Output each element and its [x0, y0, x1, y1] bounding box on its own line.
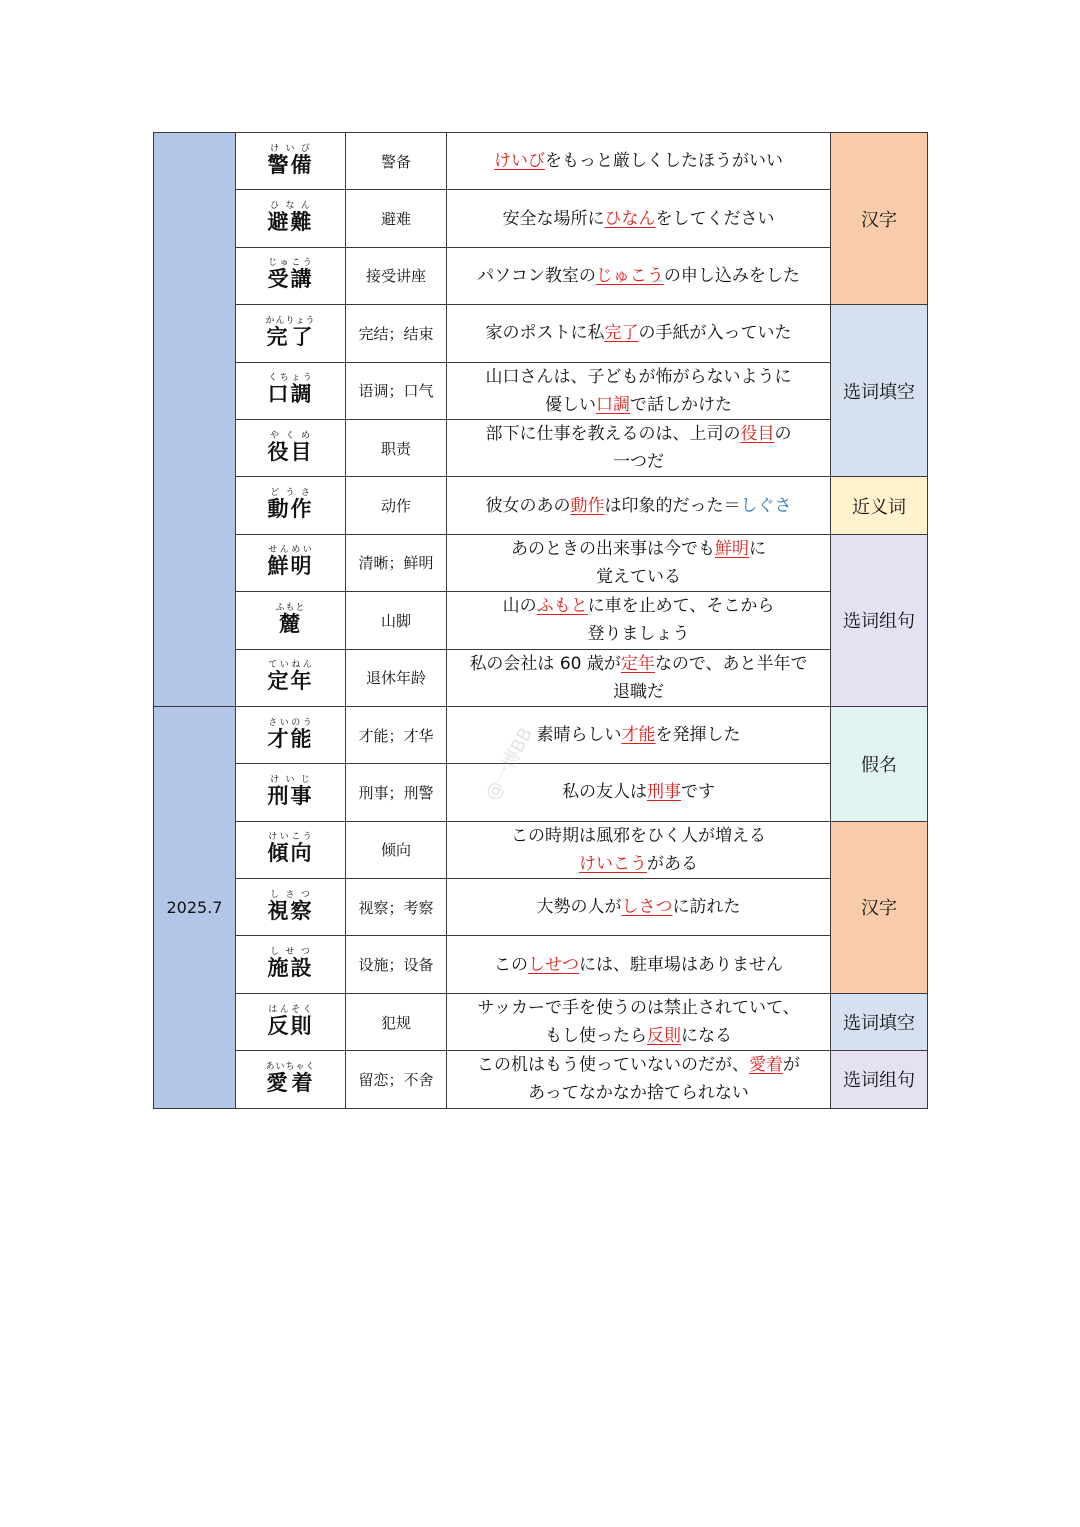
sentence-text: をもっと厳しくしたほうがいい — [545, 151, 783, 172]
word-reading: はんそく — [267, 1004, 314, 1015]
sentence-text: 優しい — [545, 394, 596, 415]
watermark: @一博BB — [481, 724, 538, 804]
sentence-cell — [447, 993, 831, 1050]
word-kanji: 麓ふもと — [275, 602, 306, 636]
target-word: 反則 — [647, 1026, 681, 1047]
sentence-cell — [447, 592, 831, 649]
table-row — [154, 190, 928, 247]
table-row — [154, 477, 928, 534]
sentence-text: になる — [681, 1026, 732, 1047]
meaning-cell: 刑事；刑警 — [346, 764, 447, 821]
word-kanji: 警備けいび — [267, 143, 314, 177]
sentence-text: 私の会社は 60 歳が — [469, 653, 621, 674]
category-cell: 选词组句 — [831, 1051, 928, 1108]
word-reading: しさつ — [267, 889, 314, 900]
table-row — [154, 592, 928, 649]
table-row — [154, 936, 928, 993]
target-word: ひなん — [604, 208, 656, 229]
word-cell — [236, 419, 346, 476]
table-row — [154, 993, 928, 1050]
sentence-cell — [447, 133, 831, 190]
sentence-text: がある — [647, 853, 698, 874]
sentence-text: 家のポストに私 — [485, 323, 605, 344]
sentence-text: が — [783, 1055, 800, 1076]
word-cell — [236, 1051, 346, 1108]
target-word: 鮮明 — [715, 538, 749, 559]
word-cell — [236, 477, 346, 534]
word-cell — [236, 534, 346, 591]
target-word: けいび — [494, 151, 545, 172]
sentence-text: で話しかけた — [630, 394, 732, 415]
sentence-cell — [447, 419, 831, 476]
target-word: 定年 — [620, 653, 655, 674]
sentence-cell — [447, 305, 831, 362]
meaning-cell: 山脚 — [346, 592, 447, 649]
sentence-text: の申し込みをした — [663, 265, 800, 286]
sentence-text: この机はもう使っていないのだが、 — [477, 1055, 749, 1076]
target-word: 口調 — [596, 394, 630, 415]
word-reading: けいこう — [267, 832, 314, 843]
sentence-text: 素晴らしい — [536, 725, 622, 746]
word-cell — [236, 936, 346, 993]
meaning-cell: 留恋；不舍 — [346, 1051, 447, 1108]
sentence-text: は印象的だった＝ — [604, 495, 741, 516]
sentence-text: 山口さんは、子どもが怖がらないように — [485, 366, 792, 387]
meaning-cell: 清晰；鲜明 — [346, 534, 447, 591]
word-kanji: 避難ひなん — [267, 201, 314, 235]
word-reading: やくめ — [267, 430, 314, 441]
sentence-cell — [447, 247, 831, 304]
sentence-cell — [447, 821, 831, 878]
table-row — [154, 879, 928, 936]
sentence-cell — [447, 649, 831, 706]
table-row — [154, 419, 928, 476]
meaning-cell: 动作 — [346, 477, 447, 534]
word-kanji: 施設しせつ — [267, 947, 314, 981]
sentence-text: 彼女のあの — [485, 495, 571, 516]
sentence-text: パソコン教室の — [477, 265, 596, 286]
table-row — [154, 821, 928, 878]
meaning-cell: 视察；考察 — [346, 879, 447, 936]
meaning-cell: 退休年龄 — [346, 649, 447, 706]
word-cell — [236, 879, 346, 936]
word-cell — [236, 764, 346, 821]
sentence-cell — [447, 1051, 831, 1108]
sentence-text: に車を止めて、そこから — [587, 596, 775, 617]
target-word: けいこう — [579, 853, 647, 874]
table-row — [154, 1051, 928, 1108]
sentence-cell — [447, 936, 831, 993]
word-reading: かんりょう — [265, 315, 316, 326]
word-reading: ひなん — [267, 201, 314, 212]
word-kanji: 口調くちょう — [267, 373, 314, 407]
target-word: じゅこう — [595, 265, 664, 286]
target-word: ふもと — [536, 596, 588, 617]
sentence-cell — [447, 534, 831, 591]
sentence-text: この — [494, 954, 528, 975]
sentence-text: 部下に仕事を教えるのは、上司の — [485, 424, 741, 445]
word-kanji: 定年ていねん — [267, 660, 314, 694]
word-cell — [236, 305, 346, 362]
word-reading: しせつ — [267, 947, 314, 958]
category-cell: 选词组句 — [831, 534, 928, 706]
meaning-cell: 接受讲座 — [346, 247, 447, 304]
word-kanji: 傾向けいこう — [267, 832, 314, 866]
table-row — [154, 305, 928, 362]
category-cell: 近义词 — [831, 477, 928, 534]
word-cell — [236, 133, 346, 190]
sentence-text: もし使ったら — [545, 1026, 647, 1047]
sentence-text: の — [774, 424, 792, 445]
target-word: しさつ — [621, 897, 673, 918]
category-cell: 汉字 — [831, 821, 928, 993]
word-reading: ていねん — [267, 660, 314, 671]
word-cell — [236, 706, 346, 763]
table-row — [154, 764, 928, 821]
word-kanji: 鮮明せんめい — [267, 545, 314, 579]
word-cell — [236, 190, 346, 247]
category-cell: 选词填空 — [831, 993, 928, 1050]
word-kanji: 刑事けいじ — [267, 774, 314, 808]
word-reading: ふもと — [275, 602, 306, 613]
sentence-text: この時期は風邪をひく人が増える — [511, 825, 766, 846]
sentence-text: サッカーで手を使うのは禁止されていて、 — [477, 998, 800, 1019]
sentence-text: をしてください — [655, 208, 775, 229]
word-cell — [236, 649, 346, 706]
sentence-text: の手紙が入っていた — [638, 323, 792, 344]
sentence-text: なので、あと半年で — [654, 653, 808, 674]
target-word: 動作 — [570, 495, 605, 516]
word-reading: くちょう — [267, 373, 314, 384]
word-kanji: 反則はんそく — [267, 1004, 314, 1038]
target-word: 才能 — [621, 725, 656, 746]
table-row — [154, 649, 928, 706]
meaning-cell: 警备 — [346, 133, 447, 190]
table-row — [154, 362, 928, 419]
sentence-text: に — [749, 538, 766, 559]
word-reading: さいのう — [267, 717, 314, 728]
meaning-cell: 职责 — [346, 419, 447, 476]
word-reading: あいちゃく — [265, 1061, 316, 1072]
word-reading: どうさ — [267, 488, 314, 499]
word-kanji: 動作どうさ — [267, 488, 314, 522]
sentence-cell — [447, 879, 831, 936]
sentence-cell — [447, 190, 831, 247]
meaning-cell: 完结；结束 — [346, 305, 447, 362]
sentence-text: 安全な場所に — [502, 208, 605, 229]
period-cell — [154, 133, 236, 707]
sentence-text: 私の友人は — [562, 782, 647, 803]
word-reading: けいじ — [267, 774, 314, 785]
meaning-cell: 语调；口气 — [346, 362, 447, 419]
category-cell: 假名 — [831, 706, 928, 821]
meaning-cell: 才能；才华 — [346, 706, 447, 763]
word-kanji: 才能さいのう — [267, 717, 314, 751]
target-word: しせつ — [528, 954, 579, 975]
meaning-cell: 倾向 — [346, 821, 447, 878]
category-cell: 汉字 — [831, 133, 928, 305]
sentence-text: あってなかなか捨てられない — [528, 1083, 749, 1104]
word-kanji: 視察しさつ — [267, 889, 314, 923]
sentence-text: を発揮した — [655, 725, 741, 746]
synonym-word: しぐさ — [740, 495, 792, 516]
target-word: 愛着 — [749, 1055, 783, 1076]
sentence-cell — [447, 362, 831, 419]
word-kanji: 役目やくめ — [267, 430, 314, 464]
word-kanji: 愛着あいちゃく — [265, 1061, 316, 1095]
sentence-text: 登りましょう — [587, 624, 690, 645]
sentence-text: に訪れた — [672, 897, 741, 918]
target-word: 完了 — [604, 323, 639, 344]
meaning-cell: 犯规 — [346, 993, 447, 1050]
sentence-text: 覚えている — [596, 566, 681, 587]
word-cell — [236, 592, 346, 649]
period-cell: 2025.7 — [154, 706, 236, 1108]
sentence-text: 大勢の人が — [536, 897, 622, 918]
word-reading: じゅこう — [267, 258, 314, 269]
word-cell — [236, 362, 346, 419]
word-reading: せんめい — [267, 545, 314, 556]
sentence-text: 山の — [502, 596, 537, 617]
sentence-text: には、駐車場はありません — [579, 954, 783, 975]
word-reading: けいび — [267, 143, 314, 154]
word-kanji: 完了かんりょう — [265, 315, 316, 349]
sentence-text: あのときの出来事は今でも — [511, 538, 715, 559]
vocabulary-table — [153, 132, 928, 1109]
sentence-cell — [447, 477, 831, 534]
table-row — [154, 247, 928, 304]
target-word: 刑事 — [647, 782, 681, 803]
word-cell — [236, 993, 346, 1050]
sentence-text: 退職だ — [613, 681, 664, 702]
category-cell: 选词填空 — [831, 305, 928, 477]
table-row — [154, 706, 928, 763]
meaning-cell: 避难 — [346, 190, 447, 247]
meaning-cell: 设施；设备 — [346, 936, 447, 993]
sentence-text: です — [681, 782, 715, 803]
table-row — [154, 534, 928, 591]
sentence-text: 一つだ — [613, 452, 664, 473]
word-cell — [236, 821, 346, 878]
word-kanji: 受講じゅこう — [267, 258, 314, 292]
word-cell — [236, 247, 346, 304]
target-word: 役目 — [740, 424, 775, 445]
table-row — [154, 133, 928, 190]
